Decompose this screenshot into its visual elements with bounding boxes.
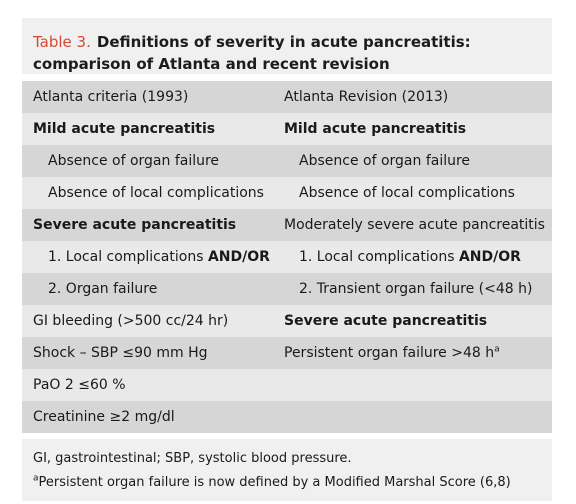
cell-c2: Absence of organ failure (273, 145, 552, 177)
severity-table (22, 81, 552, 433)
cell-c2: Absence of local complications (273, 177, 552, 209)
cell-c1: PaO 2 ≤60 % (22, 369, 273, 401)
table-caption: Definitions of severity in acute pancreatitis: comparison of Atlanta and recent revision (33, 33, 471, 73)
table-row (22, 305, 552, 337)
table-row (22, 209, 552, 241)
table-title (22, 18, 552, 74)
table-row (22, 145, 552, 177)
table-row (22, 337, 552, 369)
footnote-abbreviations: GI, gastrointestinal; SBP, systolic blood pressure. (33, 451, 352, 466)
table-footnotes (22, 439, 552, 501)
column-header-atlanta-2013: Atlanta Revision (2013) (273, 81, 552, 113)
cell-c1: Absence of local complications (22, 177, 273, 209)
cell-c2 (273, 337, 552, 369)
cell-c2: 2. Transient organ failure (<48 h) (273, 273, 552, 305)
table-row (22, 177, 552, 209)
table-number: Table 3. (33, 33, 91, 51)
cell-c1 (22, 241, 273, 273)
footnote-a (33, 471, 542, 495)
cell-c1: Absence of organ failure (22, 145, 273, 177)
cell-c1: Shock – SBP ≤90 mm Hg (22, 337, 273, 369)
cell-text: 1. Local complications (48, 249, 208, 265)
cell-c2: Moderately severe acute pancreatitis (273, 209, 552, 241)
cell-text: Persistent organ failure >48 h (284, 345, 495, 361)
table-card (22, 18, 552, 501)
footnote-marker: a (494, 344, 500, 355)
table-row (22, 241, 552, 273)
cell-c2 (273, 401, 552, 433)
cell-text: 1. Local complications (299, 249, 459, 265)
table-row (22, 273, 552, 305)
table-row (22, 401, 552, 433)
cell-bold-text: AND/OR (458, 249, 521, 265)
cell-c1: Severe acute pancreatitis (22, 209, 273, 241)
cell-c1: GI bleeding (>500 cc/24 hr) (22, 305, 273, 337)
cell-c1: Mild acute pancreatitis (22, 113, 273, 145)
cell-c1: Creatinine ≥2 mg/dl (22, 401, 273, 433)
footnote-a-text: Persistent organ failure is now defined by a Modified Marshal Score (6,8) (38, 475, 511, 490)
table-row (22, 113, 552, 145)
column-header-atlanta-1993: Atlanta criteria (1993) (22, 81, 273, 113)
header-row (22, 81, 552, 113)
cell-c2 (273, 369, 552, 401)
cell-c1: 2. Organ failure (22, 273, 273, 305)
table-row (22, 369, 552, 401)
cell-c2 (273, 241, 552, 273)
cell-c2: Mild acute pancreatitis (273, 113, 552, 145)
cell-bold-text: AND/OR (207, 249, 270, 265)
cell-c2: Severe acute pancreatitis (273, 305, 552, 337)
footnote-a-marker: a (33, 473, 39, 484)
